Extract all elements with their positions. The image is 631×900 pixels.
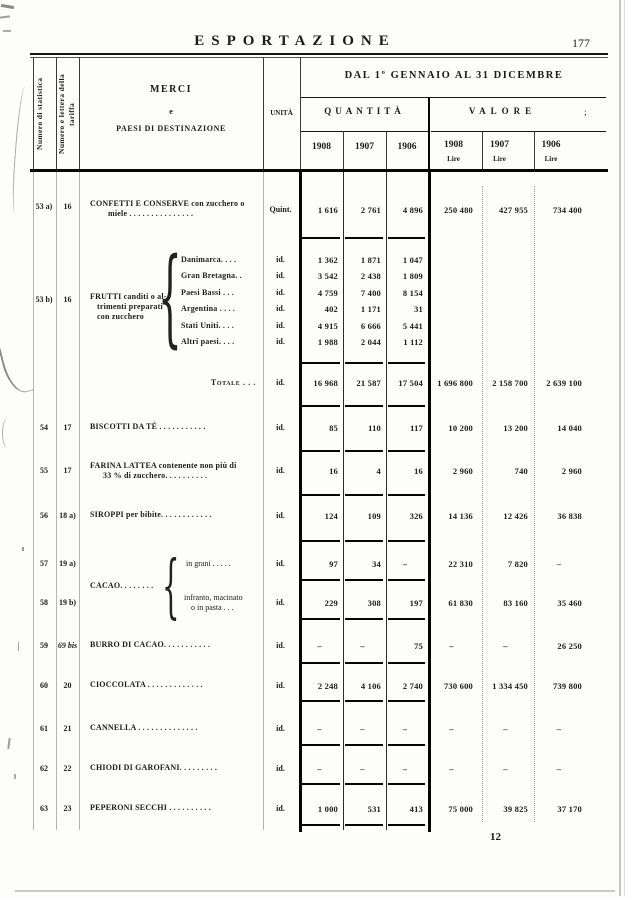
page-edge-right bbox=[619, 0, 621, 896]
qty-1907-cell: 308 bbox=[367, 598, 381, 608]
rule bbox=[534, 186, 535, 822]
commodity-label: FRUTTI canditi o al- bbox=[90, 292, 167, 301]
qty-1906-cell: 75 bbox=[414, 641, 423, 651]
val-1907-cell: 2 158 700 bbox=[492, 378, 528, 388]
row-separator bbox=[302, 744, 340, 746]
unit-cell: id. bbox=[276, 255, 285, 264]
row-separator bbox=[302, 540, 340, 542]
unit-cell: id. bbox=[276, 271, 285, 280]
row-separator bbox=[345, 618, 383, 620]
row-separator bbox=[345, 405, 383, 407]
stat-number: 54 bbox=[40, 423, 48, 432]
val-1907-cell: – bbox=[503, 641, 508, 651]
qty-1906-cell: 2 740 bbox=[402, 681, 423, 691]
group-brace: { bbox=[162, 545, 180, 626]
qty-1906-cell: 5 441 bbox=[402, 321, 423, 331]
commodity-label: FARINA LATTEA contenente non più di bbox=[90, 461, 237, 470]
qty-1908-cell: 4 915 bbox=[317, 321, 338, 331]
unit-cell: id. bbox=[276, 288, 285, 297]
tariff-number: 16 bbox=[63, 295, 72, 304]
row-separator bbox=[302, 494, 340, 496]
stat-number: 59 bbox=[40, 641, 48, 650]
row-separator bbox=[302, 237, 340, 239]
print-artifact: ; bbox=[584, 107, 587, 117]
val-1906-cell: 2 960 bbox=[561, 466, 582, 476]
row-separator bbox=[388, 579, 425, 581]
group-brace: { bbox=[158, 236, 182, 360]
val-1906-cell: 739 800 bbox=[552, 681, 582, 691]
qty-1908-cell: 2 248 bbox=[317, 681, 338, 691]
val-1906-cell: 2 639 100 bbox=[546, 378, 582, 388]
row-separator bbox=[345, 700, 383, 702]
commodity-label: CIOCCOLATA . . . . . . . . . . . . . bbox=[90, 680, 203, 689]
year-header-qty-1907: 1907 bbox=[355, 142, 374, 152]
qty-1906-cell: 16 bbox=[414, 466, 423, 476]
row-separator bbox=[302, 362, 340, 364]
row-separator bbox=[302, 405, 340, 407]
val-1906-cell: – bbox=[556, 764, 562, 774]
row-separator bbox=[388, 700, 425, 702]
row-separator bbox=[345, 237, 383, 239]
val-1907-cell: 1 334 450 bbox=[492, 681, 528, 691]
qty-1908-cell: 3 542 bbox=[317, 271, 338, 281]
qty-1908-cell: 1 000 bbox=[317, 804, 338, 814]
column-header-unita: UNITÀ bbox=[270, 109, 293, 117]
row-separator bbox=[302, 579, 340, 581]
qty-1908-cell: 16 bbox=[329, 466, 338, 476]
unit-cell: id. bbox=[276, 304, 285, 313]
row-separator bbox=[388, 662, 425, 664]
page-title: ESPORTAZIONE bbox=[194, 33, 396, 49]
rule bbox=[300, 97, 606, 98]
val-1906-cell: 36 838 bbox=[557, 511, 582, 521]
row-separator bbox=[302, 700, 340, 702]
commodity-label: SIROPPI per bibite. . . . . . . . . . . . bbox=[90, 510, 212, 519]
val-1906-cell: – bbox=[556, 724, 562, 734]
column-header-paesi: PAESI DI DESTINAZIONE bbox=[116, 124, 226, 133]
commodity-label: trimenti preparati bbox=[97, 302, 163, 311]
unit-cell: id. bbox=[276, 681, 285, 690]
stat-number: 56 bbox=[40, 511, 48, 520]
val-1908-cell: 730 600 bbox=[443, 681, 473, 691]
year-header-qty-1908: 1908 bbox=[312, 142, 331, 152]
rule bbox=[300, 131, 428, 132]
val-1906-cell: 14 040 bbox=[557, 423, 582, 433]
row-separator bbox=[388, 783, 425, 785]
stat-number: 63 bbox=[40, 804, 48, 813]
commodity-label: CANNELLA . . . . . . . . . . . . . . bbox=[90, 723, 198, 732]
val-1908-cell: 75 000 bbox=[448, 804, 473, 814]
qty-1906-cell: – bbox=[402, 724, 408, 734]
row-separator bbox=[388, 824, 425, 826]
qty-1907-cell: – bbox=[360, 641, 365, 651]
val-1908-cell: 250 480 bbox=[443, 205, 473, 215]
tariff-number: 17 bbox=[63, 466, 72, 475]
scan-mark bbox=[22, 547, 24, 551]
qty-1908-cell: 4 759 bbox=[317, 288, 338, 298]
unit-cell: id. bbox=[276, 378, 285, 387]
val-1907-cell: 12 426 bbox=[503, 511, 528, 521]
row-separator bbox=[302, 662, 340, 664]
row-separator bbox=[388, 540, 425, 542]
row-separator bbox=[388, 362, 425, 364]
column-header-quantita: QUANTITÀ bbox=[324, 106, 405, 116]
val-1907-cell: 13 200 bbox=[503, 423, 528, 433]
val-1907-cell: 427 955 bbox=[498, 205, 528, 215]
val-1906-cell: 26 250 bbox=[557, 641, 582, 651]
stat-number: 60 bbox=[40, 681, 48, 690]
row-separator bbox=[345, 362, 383, 364]
qty-1907-cell: 109 bbox=[367, 511, 381, 521]
unit-cell: id. bbox=[276, 423, 285, 432]
qty-1908-cell: 1 988 bbox=[317, 337, 338, 347]
row-separator bbox=[388, 744, 425, 746]
sub-label: infranto, macinato bbox=[184, 593, 243, 602]
scan-mark bbox=[3, 30, 11, 32]
qty-1906-cell: 17 504 bbox=[398, 378, 423, 388]
qty-1906-cell: 31 bbox=[414, 304, 423, 314]
commodity-label: con zucchero bbox=[97, 312, 144, 321]
val-1907-cell: 7 820 bbox=[507, 559, 528, 569]
rule bbox=[431, 131, 606, 132]
qty-1908-cell: – bbox=[317, 724, 322, 734]
qty-1908-cell: 1 362 bbox=[317, 255, 338, 265]
tariff-number: 18 a) bbox=[59, 511, 76, 520]
qty-1908-cell: 1 616 bbox=[317, 205, 338, 215]
unit-cell: id. bbox=[276, 764, 285, 773]
qty-1906-cell: 1 809 bbox=[402, 271, 423, 281]
unit-cell: id. bbox=[276, 804, 285, 813]
unit-cell: id. bbox=[276, 641, 285, 650]
row-separator bbox=[345, 824, 383, 826]
unit-cell: id. bbox=[276, 466, 285, 475]
commodity-label: CHIODI DI GAROFANI. . . . . . . . . bbox=[90, 763, 218, 772]
rule bbox=[30, 53, 608, 55]
unit-cell: id. bbox=[276, 511, 285, 520]
row-separator bbox=[345, 494, 383, 496]
val-1907-cell: – bbox=[503, 764, 508, 774]
scan-mark bbox=[0, 15, 10, 18]
tariff-number: 16 bbox=[63, 202, 72, 211]
column-header-merci-e: e bbox=[169, 107, 173, 116]
row-separator bbox=[345, 744, 383, 746]
val-1907-cell: – bbox=[503, 724, 508, 734]
country-label: Stati Uniti. . . . bbox=[181, 321, 234, 330]
qty-1908-cell: – bbox=[317, 641, 322, 651]
tariff-number: 21 bbox=[63, 724, 72, 733]
sub-label: in grani . . . . . bbox=[186, 559, 231, 568]
year-header-val-1906: 1906 bbox=[541, 140, 561, 150]
column-header-period: DAL 1º GENNAIO AL 31 DICEMBRE bbox=[344, 70, 564, 81]
stat-number: 53 a) bbox=[35, 202, 53, 211]
page-edge-bottom bbox=[15, 890, 615, 892]
row-separator bbox=[302, 783, 340, 785]
country-label: Argentina . . . . bbox=[181, 304, 236, 313]
tariff-number: 69 bis bbox=[57, 641, 78, 650]
row-separator bbox=[345, 662, 383, 664]
commodity-label: miele . . . . . . . . . . . . . . . bbox=[108, 209, 194, 218]
stat-number: 58 bbox=[40, 598, 48, 607]
qty-1907-cell: 34 bbox=[372, 559, 381, 569]
tariff-number: 22 bbox=[63, 764, 72, 773]
qty-1907-cell: 1 171 bbox=[360, 304, 381, 314]
year-header-val-1908: 1908 bbox=[444, 140, 463, 150]
row-separator bbox=[388, 618, 425, 620]
row-separator bbox=[302, 824, 340, 826]
qty-1906-cell: 197 bbox=[409, 598, 423, 608]
rule bbox=[482, 131, 483, 169]
commodity-label: PEPERONI SECCHI . . . . . . . . . . bbox=[90, 803, 212, 812]
scan-mark bbox=[2, 418, 13, 448]
qty-1907-cell: – bbox=[360, 764, 365, 774]
sub-label: o in pasta . . . bbox=[191, 603, 234, 612]
rule bbox=[30, 169, 608, 172]
scan-mark bbox=[0, 343, 34, 396]
commodity-label: BISCOTTI DA TÈ . . . . . . . . . . . bbox=[90, 422, 206, 431]
tariff-number: 17 bbox=[63, 423, 72, 432]
page-edge-right bbox=[624, 0, 625, 896]
qty-1906-cell: 1 047 bbox=[402, 255, 423, 265]
qty-1908-cell: 16 968 bbox=[313, 378, 338, 388]
qty-1908-cell: 124 bbox=[324, 511, 338, 521]
lire-label: Lire bbox=[493, 155, 506, 163]
commodity-label: CONFETTI E CONSERVE con zucchero o bbox=[90, 199, 245, 208]
row-separator bbox=[302, 618, 340, 620]
qty-1907-cell: 4 106 bbox=[360, 681, 381, 691]
qty-1906-cell: 8 154 bbox=[402, 288, 423, 298]
qty-1906-cell: 413 bbox=[409, 804, 423, 814]
qty-1907-cell: 2 044 bbox=[360, 337, 381, 347]
tariff-number: 23 bbox=[63, 804, 72, 813]
qty-1907-cell: 6 666 bbox=[360, 321, 381, 331]
qty-1907-cell: 7 400 bbox=[360, 288, 381, 298]
commodity-label: BURRO DI CACAO. . . . . . . . . . . bbox=[90, 640, 211, 649]
qty-1906-cell: 1 112 bbox=[403, 337, 423, 347]
row-separator bbox=[388, 450, 425, 452]
qty-1907-cell: 1 871 bbox=[360, 255, 381, 265]
column-header-valore: VALORE bbox=[468, 106, 537, 116]
row-separator bbox=[345, 450, 383, 452]
row-separator bbox=[345, 540, 383, 542]
qty-1908-cell: 402 bbox=[324, 304, 338, 314]
country-label: Altri paesi. . . . bbox=[181, 337, 235, 346]
val-1906-cell: 35 460 bbox=[557, 598, 582, 608]
qty-1907-cell: 2 438 bbox=[360, 271, 381, 281]
tariff-number: 20 bbox=[63, 681, 72, 690]
row-separator bbox=[388, 494, 425, 496]
val-1907-cell: 39 825 bbox=[503, 804, 528, 814]
unit-cell: Quint. bbox=[269, 205, 292, 214]
val-1908-cell: 10 200 bbox=[448, 423, 473, 433]
val-1908-cell: 2 960 bbox=[452, 466, 473, 476]
row-separator bbox=[302, 450, 340, 452]
qty-1906-cell: 117 bbox=[410, 423, 423, 433]
country-label: Paesi Bassi . . . bbox=[181, 288, 234, 297]
unit-cell: id. bbox=[276, 724, 285, 733]
qty-1907-cell: 531 bbox=[367, 804, 381, 814]
unit-cell: id. bbox=[276, 598, 285, 607]
val-1906-cell: 734 400 bbox=[552, 205, 582, 215]
stat-number: 53 b) bbox=[35, 295, 53, 304]
qty-1908-cell: 229 bbox=[324, 598, 338, 608]
unit-cell: id. bbox=[276, 559, 285, 568]
stat-number: 57 bbox=[40, 559, 48, 568]
stat-number: 62 bbox=[40, 764, 48, 773]
stat-number: 61 bbox=[40, 724, 48, 733]
qty-1908-cell: – bbox=[317, 764, 322, 774]
tariff-number: 19 b) bbox=[58, 598, 77, 607]
qty-1906-cell: 326 bbox=[409, 511, 423, 521]
stat-number: 55 bbox=[40, 466, 48, 475]
val-1907-cell: 740 bbox=[514, 466, 528, 476]
scan-mark bbox=[1, 4, 14, 9]
page-number: 177 bbox=[572, 36, 590, 50]
scan-mark bbox=[14, 774, 16, 779]
totale-label: Totale . . . bbox=[210, 378, 256, 387]
country-label: Gran Bretagna. . bbox=[181, 271, 242, 280]
row-separator bbox=[388, 405, 425, 407]
commodity-label-cacao: CACAO. . . . . . . . bbox=[90, 581, 154, 590]
val-1908-cell: – bbox=[449, 641, 454, 651]
column-header-statistica: Numero di statistica bbox=[35, 77, 44, 151]
qty-1906-cell: – bbox=[402, 559, 408, 569]
qty-1907-cell: 21 587 bbox=[356, 378, 381, 388]
val-1906-cell: – bbox=[556, 559, 562, 569]
rule bbox=[79, 172, 80, 830]
qty-1907-cell: 110 bbox=[368, 423, 381, 433]
val-1907-cell: 83 160 bbox=[503, 598, 528, 608]
scan-mark bbox=[11, 86, 30, 214]
signature-mark: 12 bbox=[490, 831, 501, 843]
lire-label: Lire bbox=[447, 155, 460, 163]
country-label: Danimarca. . . . bbox=[181, 255, 237, 264]
val-1908-cell: 1 696 800 bbox=[437, 378, 473, 388]
unit-cell: id. bbox=[276, 337, 285, 346]
val-1906-cell: 37 170 bbox=[557, 804, 582, 814]
rule bbox=[33, 57, 34, 169]
val-1908-cell: – bbox=[449, 764, 454, 774]
year-header-qty-1906: 1906 bbox=[397, 142, 417, 152]
qty-1908-cell: 85 bbox=[329, 423, 338, 433]
scan-mark bbox=[7, 738, 11, 749]
qty-1908-cell: 97 bbox=[329, 559, 338, 569]
column-header-tariffa: Numero e lettera della tariffa bbox=[57, 73, 76, 155]
qty-1907-cell: 4 bbox=[376, 466, 381, 476]
row-separator bbox=[345, 579, 383, 581]
rule bbox=[30, 57, 608, 58]
row-separator bbox=[345, 783, 383, 785]
val-1908-cell: 22 310 bbox=[448, 559, 473, 569]
rule bbox=[534, 131, 535, 169]
lire-label: Lire bbox=[544, 155, 558, 163]
qty-1907-cell: – bbox=[360, 724, 365, 734]
qty-1906-cell: – bbox=[402, 764, 408, 774]
val-1908-cell: – bbox=[449, 724, 454, 734]
qty-1907-cell: 2 761 bbox=[360, 205, 381, 215]
column-header-merci: MERCI bbox=[150, 84, 192, 95]
qty-1906-cell: 4 896 bbox=[402, 205, 423, 215]
commodity-label: 33 % di zucchero. . . . . . . . . . bbox=[103, 471, 208, 480]
row-separator bbox=[388, 237, 425, 239]
tariff-number: 19 a) bbox=[59, 559, 76, 568]
year-header-val-1907: 1907 bbox=[490, 140, 509, 150]
val-1908-cell: 14 136 bbox=[448, 511, 473, 521]
scan-mark bbox=[18, 642, 19, 651]
unit-cell: id. bbox=[276, 321, 285, 330]
val-1908-cell: 61 830 bbox=[448, 598, 473, 608]
